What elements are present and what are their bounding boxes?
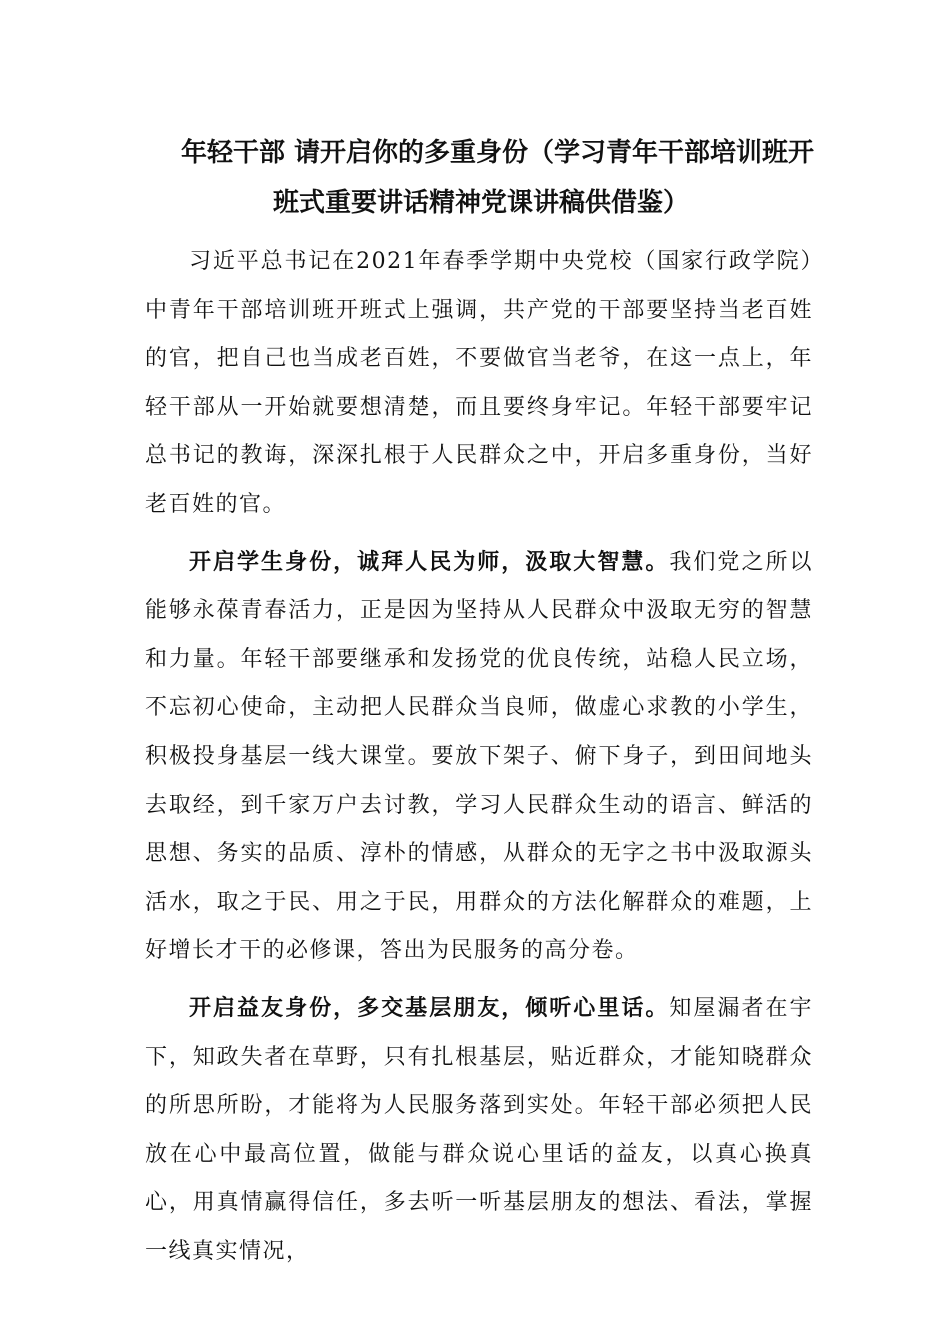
document-title: [145, 128, 813, 228]
document-body: [145, 238, 813, 1276]
paragraph-text: 知屋漏者在宇下，知政失者在草野，只有扎根基层，贴近群众，才能知晓群众的所思所盼，才能将为人民服务落到实处。年轻干部必须把人民放在心中最高位置，做能与群众说心里话的益友，以真心换真心，用真情赢得信任，多去听一听基层朋友的想法、看法，掌握一线真实情况，: [145, 995, 813, 1264]
paragraph-text: 我们党之所以能够永葆青春活力，正是因为坚持从人民群众中汲取无穷的智慧和力量。年轻干部要继承和发扬党的优良传统，站稳人民立场，不忘初心使命，主动把人民群众当良师，做虚心求教的小学生，积极投身基层一线大课堂。要放下架子、俯下身子，到田间地头去取经，到千家万户去讨教，学习人民群众生动的语言、鲜活的思想、务实的品质、淳朴的情感，从群众的无字之书中汲取源头活水，取之于民、用之于民，用群众的方法化解群众的难题，上好增长才干的必修课，答出为民服务的高分卷。: [145, 549, 813, 964]
title-line-2: 班式重要讲话精神党课讲稿供借鉴）: [273, 188, 690, 218]
paragraph-lead: 开启学生身份，诚拜人民为师，汲取大智慧。: [189, 548, 670, 575]
paragraph-lead: 开启益友身份，多交基层朋友，倾听心里话。: [189, 994, 670, 1021]
title-line-1: 年轻干部 请开启你的多重身份（学习青年干部培训班开: [181, 138, 815, 168]
paragraph-text: 习近平总书记在2021年春季学期中央党校（国家行政学院）中青年干部培训班开班式上强调，共产党的干部要坚持当老百姓的官，把自己也当成老百姓，不要做官当老爷，在这一点上，年轻干部从一开始就要想清楚，而且要终身牢记。年轻干部要牢记总书记的教诲，深深扎根于人民群众之中，开启多重身份，当好老百姓的官。: [145, 249, 813, 517]
paragraph-friend-identity: [145, 984, 813, 1277]
paragraph-intro: [145, 238, 813, 530]
paragraph-student-identity: [145, 538, 813, 976]
